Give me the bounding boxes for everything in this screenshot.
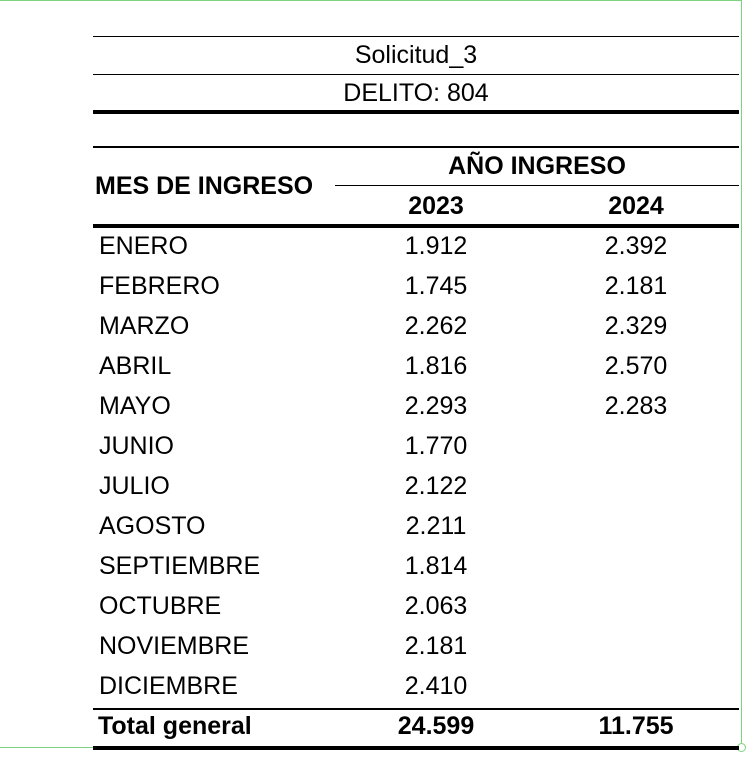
value-2023: 1.912 [404,232,468,260]
value-2024: 2.329 [604,312,668,340]
month-label: MAYO [99,392,171,420]
value-2024: 2.392 [604,232,668,260]
rule-title [93,74,739,75]
rule-group [335,185,739,186]
value-2023: 2.063 [404,592,468,620]
total-label: Total general [98,712,252,740]
month-label: MARZO [99,312,190,340]
rule-bottom [93,746,739,750]
month-label: FEBRERO [99,272,220,300]
month-label: JUNIO [99,432,174,460]
total-2023: 24.599 [397,712,475,740]
rule-total-top [93,708,739,710]
month-label: ENERO [99,232,188,260]
value-2023: 1.814 [404,552,468,580]
value-2023: 2.262 [404,312,468,340]
month-label: DICIEMBRE [99,672,238,700]
month-label: OCTUBRE [99,592,222,620]
value-2023: 2.211 [405,512,467,540]
month-label: AGOSTO [99,512,206,540]
header-year-2023: 2023 [408,192,464,220]
total-2024: 11.755 [598,712,674,740]
rule-header-bottom [93,224,739,228]
table-title: Solicitud_3 [354,41,478,69]
value-2024: 2.283 [604,392,668,420]
table-subtitle: DELITO: 804 [343,79,489,107]
value-2023: 1.816 [404,352,468,380]
month-label: JULIO [99,472,170,500]
value-2024: 2.570 [604,352,668,380]
header-year-group: AÑO INGRESO [448,152,626,180]
rule-header-top [93,146,739,148]
value-2023: 2.293 [404,392,468,420]
month-label: NOVIEMBRE [99,632,250,660]
crime-intake-table [93,36,739,750]
value-2023: 1.745 [404,272,468,300]
header-year-2024: 2024 [608,192,664,220]
month-label: SEPTIEMBRE [99,552,261,580]
header-month: MES DE INGRESO [95,172,314,200]
value-2024: 2.181 [604,272,668,300]
rule-top [93,36,739,37]
value-2023: 2.181 [404,632,468,660]
rule-subtitle [93,110,739,114]
month-label: ABRIL [99,352,172,380]
value-2023: 1.770 [404,432,468,460]
value-2023: 2.410 [404,672,468,700]
value-2023: 2.122 [404,472,468,500]
